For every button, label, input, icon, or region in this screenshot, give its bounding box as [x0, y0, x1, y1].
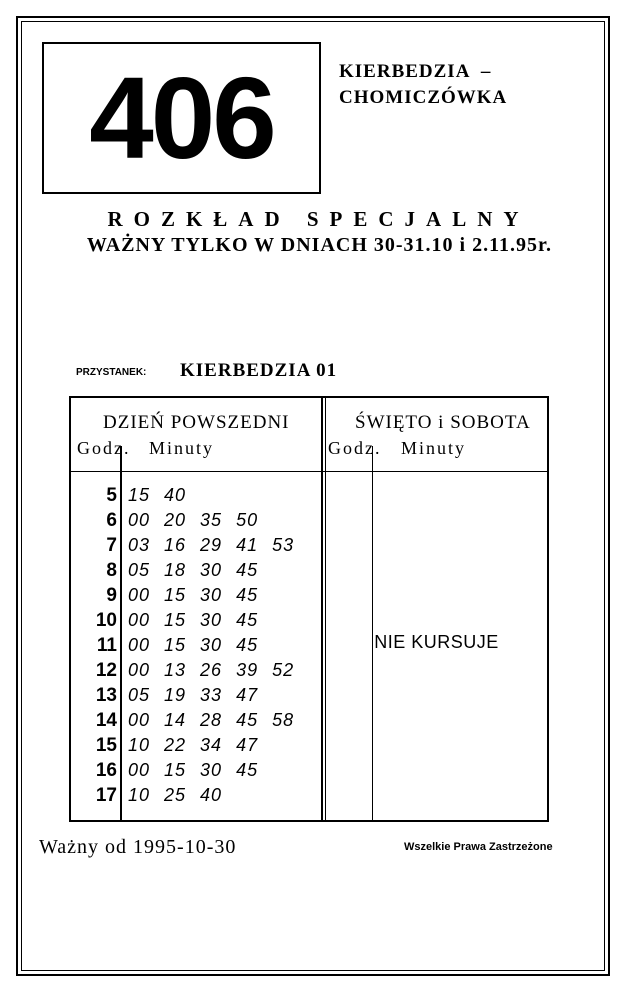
header-rule [71, 471, 547, 472]
hour-cell: 8 [106, 560, 117, 581]
holiday-hour-label: Godz. [328, 438, 382, 458]
hour-cell: 13 [95, 685, 117, 706]
table-divider [325, 398, 326, 820]
minutes-cell: 00 15 30 45 [128, 760, 259, 780]
table-row [71, 758, 321, 783]
minutes-cell: 03 16 29 41 53 [128, 535, 295, 555]
table-row [71, 633, 321, 658]
minutes-cell: 15 40 [128, 485, 187, 505]
line-number: 406 [89, 53, 274, 183]
table-row [71, 533, 321, 558]
stop-name: KIERBEDZIA 01 [180, 360, 338, 381]
minutes-cell: 00 13 26 39 52 [128, 660, 295, 680]
schedule-title: ROZKŁAD SPECJALNY [107, 207, 530, 231]
hour-cell: 14 [95, 710, 117, 731]
table-row [71, 733, 321, 758]
route-name [339, 59, 507, 111]
minutes-cell: 10 25 40 [128, 785, 223, 805]
hour-cell: 6 [106, 510, 117, 531]
timetable [69, 396, 549, 822]
weekday-header: DZIEŃ POWSZEDNI [103, 412, 290, 433]
minutes-cell: 05 18 30 45 [128, 560, 259, 580]
table-row [71, 483, 321, 508]
stop-label: PRZYSTANEK: [76, 367, 147, 378]
table-row [71, 683, 321, 708]
minutes-cell: 05 19 33 47 [128, 685, 259, 705]
minutes-cell: 00 15 30 45 [128, 610, 259, 630]
weekday-rows [71, 483, 321, 808]
table-row [71, 508, 321, 533]
minutes-cell: 00 20 35 50 [128, 510, 259, 530]
hour-cell: 17 [95, 785, 117, 806]
table-row [71, 658, 321, 683]
hour-cell: 5 [106, 485, 117, 506]
valid-from: Ważny od 1995-10-30 [39, 836, 237, 858]
hour-cell: 12 [95, 660, 117, 681]
table-row [71, 708, 321, 733]
minutes-cell: 10 22 34 47 [128, 735, 259, 755]
hour-cell: 16 [95, 760, 117, 781]
hour-cell: 15 [95, 735, 117, 756]
schedule-validity: WAŻNY TYLKO W DNIACH 30-31.10 i 2.11.95r. [86, 234, 553, 256]
minutes-cell: 00 15 30 45 [128, 585, 259, 605]
holiday-note: NIE KURSUJE [374, 632, 499, 652]
line-number-box [42, 42, 321, 194]
rights-notice: Wszelkie Prawa Zastrzeżone [404, 841, 553, 853]
holiday-header: ŚWIĘTO i SOBOTA [355, 412, 531, 433]
weekday-hour-label: Godz. [77, 438, 131, 458]
hour-cell: 11 [96, 635, 117, 656]
table-row [71, 583, 321, 608]
route-line-1: KIERBEDZIA – [339, 61, 492, 82]
weekday-minutes-label: Minuty [149, 438, 215, 458]
table-row [71, 783, 321, 808]
hour-cell: 7 [106, 535, 117, 556]
table-row [71, 608, 321, 633]
minutes-cell: 00 14 28 45 58 [128, 710, 295, 730]
hour-cell: 10 [95, 610, 117, 631]
table-divider [321, 398, 323, 820]
hour-cell: 9 [106, 585, 117, 606]
holiday-minutes-label: Minuty [401, 438, 467, 458]
minutes-cell: 00 15 30 45 [128, 635, 259, 655]
table-row [71, 558, 321, 583]
route-line-2: CHOMICZÓWKA [339, 87, 508, 108]
